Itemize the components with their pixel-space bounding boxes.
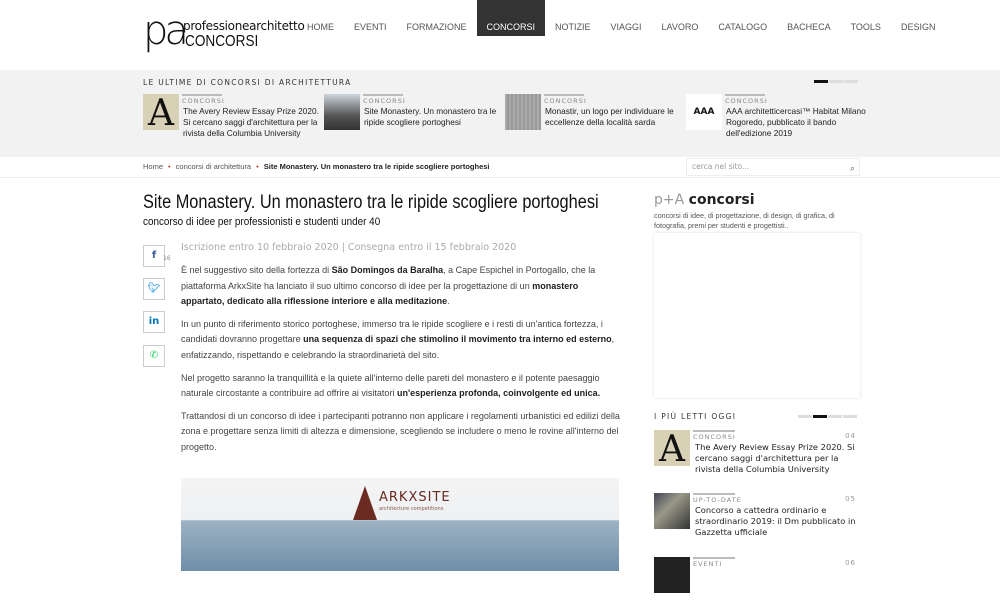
popular-item[interactable] bbox=[654, 557, 860, 607]
page-title: Site Monastery. Un monastero tra le ripide scogliere portoghesi bbox=[143, 192, 599, 213]
main-nav bbox=[297, 0, 945, 36]
latest-card[interactable] bbox=[505, 94, 685, 150]
popular-category[interactable]: UP-TO-DATE bbox=[693, 493, 735, 504]
highlight-text: monastero appartato, dedicato alla riflessione interiore e alla meditazione bbox=[181, 280, 579, 307]
latest-card[interactable] bbox=[143, 94, 323, 150]
popular-rank: 04 bbox=[845, 432, 856, 440]
card-category[interactable]: CONCORSI bbox=[363, 94, 403, 105]
card-thumbnail[interactable]: AAA bbox=[686, 94, 722, 130]
nav-item-home[interactable]: HOME bbox=[307, 22, 334, 32]
sidebar-title bbox=[654, 192, 755, 208]
popular-category[interactable]: CONCORSI bbox=[693, 430, 735, 441]
search-icon[interactable]: ⌕ bbox=[849, 164, 855, 174]
breadcrumb-current: Site Monastery. Un monastero tra le ripide scogliere portoghesi bbox=[263, 162, 490, 171]
nav-item-catalogo[interactable]: CATALOGO bbox=[718, 22, 768, 32]
latest-card[interactable] bbox=[686, 94, 866, 150]
competition-dates: Iscrizione entro 10 febbraio 2020 | Consegna entro il 15 febbraio 2020 bbox=[181, 242, 517, 253]
search-placeholder: cerca nel sito... bbox=[692, 162, 750, 171]
latest-title: LE ULTIME DI CONCORSI DI ARCHITETTURA bbox=[143, 78, 352, 87]
popular-carousel-dots[interactable] bbox=[798, 415, 857, 418]
card-category[interactable]: CONCORSI bbox=[544, 94, 584, 105]
popular-title[interactable]: Concorso a cattedra ordinario e straordinario 2019: il Dm pubblicato in Gazzetta ufficiale bbox=[695, 505, 856, 537]
paragraph-text: . bbox=[447, 296, 450, 307]
breadcrumb-separator: • bbox=[256, 162, 259, 171]
share-twitter-button[interactable] bbox=[143, 278, 165, 300]
nav-item-concorsi[interactable]: CONCORSI bbox=[477, 0, 546, 36]
highlight-text: un'esperienza profonda, coinvolgente ed unica. bbox=[396, 388, 601, 399]
search-input[interactable] bbox=[686, 158, 860, 176]
card-title[interactable]: AAA architetticercasi™ Habitat Milano Rogoredo, pubblicato il bando dell'edizione 2019 bbox=[726, 106, 866, 138]
breadcrumb-separator: • bbox=[168, 162, 171, 171]
logo-brand: professionearchitetto bbox=[183, 19, 305, 33]
breadcrumb bbox=[143, 157, 490, 177]
card-thumbnail[interactable] bbox=[324, 94, 360, 130]
sidebar-title-prefix: p+A bbox=[654, 192, 685, 208]
card-title[interactable]: Monastir, un logo per individuare le eccellenze della località sarda bbox=[545, 106, 674, 127]
article-paragraph bbox=[181, 317, 621, 364]
logo[interactable] bbox=[143, 8, 305, 56]
arkxsite-logo-icon bbox=[353, 486, 377, 520]
card-category[interactable]: CONCORSI bbox=[725, 94, 765, 105]
carousel-dots[interactable] bbox=[814, 80, 858, 83]
paragraph-text: In un punto di riferimento storico portoghese, immerso tra le ripide scogliere e i resti di un'antica fortezza, i candidati dovranno progettare bbox=[181, 318, 603, 345]
paragraph-text: È nel suggestivo sito della fortezza di bbox=[181, 265, 332, 275]
hero-image bbox=[181, 478, 619, 571]
popular-item[interactable] bbox=[654, 493, 860, 543]
card-thumbnail[interactable]: A bbox=[143, 94, 179, 130]
paragraph-text: Trattandosi di un concorso di idee i partecipanti potranno non applicare i regolamenti urbanistici ed edilizi della zona e progettare senza limiti di altezza e dimensione, scegliendo se includere o meno le rovine all'interno del progetto. bbox=[181, 410, 620, 452]
share-whatsapp-button[interactable] bbox=[143, 345, 165, 367]
nav-item-formazione[interactable]: FORMAZIONE bbox=[406, 22, 467, 32]
facebook-count: 16 bbox=[163, 255, 171, 262]
article-paragraph bbox=[181, 409, 621, 456]
whatsapp-icon: ✆ bbox=[149, 350, 159, 361]
paragraph-text: Nel progetto saranno la tranquillità e la quiete all'interno delle pareti del monastero e il potente paesaggio naturale circostante a contribuire ad offrire ai visitatori bbox=[181, 372, 600, 399]
divider bbox=[0, 177, 1000, 178]
breadcrumb-home[interactable]: Home bbox=[143, 162, 164, 171]
highlight-text: São Domingos da Baralha bbox=[331, 265, 444, 275]
nav-item-bacheca[interactable]: BACHECA bbox=[787, 22, 831, 32]
popular-item[interactable] bbox=[654, 430, 860, 480]
logo-section: CONCORSI bbox=[185, 33, 259, 50]
popular-title[interactable]: The Avery Review Essay Prize 2020. Si cercano saggi d'architettura per la rivista della Columbia University bbox=[695, 442, 855, 474]
nav-item-design[interactable]: DESIGN bbox=[900, 22, 936, 32]
card-title[interactable]: Site Monastery. Un monastero tra le ripide scogliere portoghesi bbox=[364, 106, 497, 127]
page-subtitle: concorso di idee per professionisti e studenti under 40 bbox=[143, 216, 381, 228]
sidebar-title-text: concorsi bbox=[688, 192, 755, 208]
ad-box bbox=[654, 233, 860, 398]
article-paragraph bbox=[181, 371, 621, 402]
popular-title: I PIÙ LETTI OGGI bbox=[654, 412, 737, 421]
hero-tagline: architecture competitions bbox=[379, 506, 444, 512]
paragraph-text: , a Cape Espichel in Portogallo, che la piattaforma ArkxSite ha lanciato il suo ultimo concorso di idee per la progettazione di un bbox=[181, 265, 596, 291]
popular-thumbnail[interactable] bbox=[654, 557, 690, 593]
card-category[interactable]: CONCORSI bbox=[182, 94, 222, 105]
nav-item-notizie[interactable]: NOTIZIE bbox=[555, 22, 591, 32]
linkedin-icon: in bbox=[148, 316, 160, 327]
sidebar-description: concorsi di idee, di progettazione, di design, di grafica, di fotografia, premi per studenti e progettisti.. bbox=[654, 211, 835, 230]
article-body bbox=[181, 263, 621, 463]
article-paragraph bbox=[181, 263, 621, 310]
card-title[interactable]: The Avery Review Essay Prize 2020. Si cercano saggi d'architettura per la rivista della Columbia University bbox=[183, 106, 319, 138]
share-facebook-button[interactable] bbox=[143, 245, 171, 267]
popular-category[interactable]: EVENTI bbox=[693, 557, 735, 568]
highlight-text: una sequenza di spazi che stimolino il movimento tra interno ed esterno bbox=[303, 334, 612, 345]
card-thumbnail[interactable] bbox=[505, 94, 541, 130]
logo-mark: pa bbox=[143, 8, 185, 54]
popular-rank: 05 bbox=[845, 495, 856, 503]
nav-item-viaggi[interactable]: VIAGGI bbox=[610, 22, 642, 32]
hero-brand: ARKXSITE bbox=[379, 490, 451, 505]
twitter-icon: 🐦︎ bbox=[147, 283, 161, 294]
popular-thumbnail[interactable]: A bbox=[654, 430, 690, 466]
share-linkedin-button[interactable] bbox=[143, 311, 165, 333]
popular-rank: 06 bbox=[845, 559, 856, 567]
nav-item-lavoro[interactable]: LAVORO bbox=[661, 22, 699, 32]
breadcrumb-category[interactable]: concorsi di architettura bbox=[175, 162, 252, 171]
popular-thumbnail[interactable] bbox=[654, 493, 690, 529]
nav-item-eventi[interactable]: EVENTI bbox=[354, 22, 387, 32]
header bbox=[0, 0, 1000, 70]
nav-item-tools[interactable]: TOOLS bbox=[850, 22, 881, 32]
paragraph-text: , enfatizzando, rispettando e celebrando la straordinarietà del sito. bbox=[181, 334, 615, 360]
latest-card[interactable] bbox=[324, 94, 504, 150]
facebook-icon: f bbox=[151, 250, 157, 261]
